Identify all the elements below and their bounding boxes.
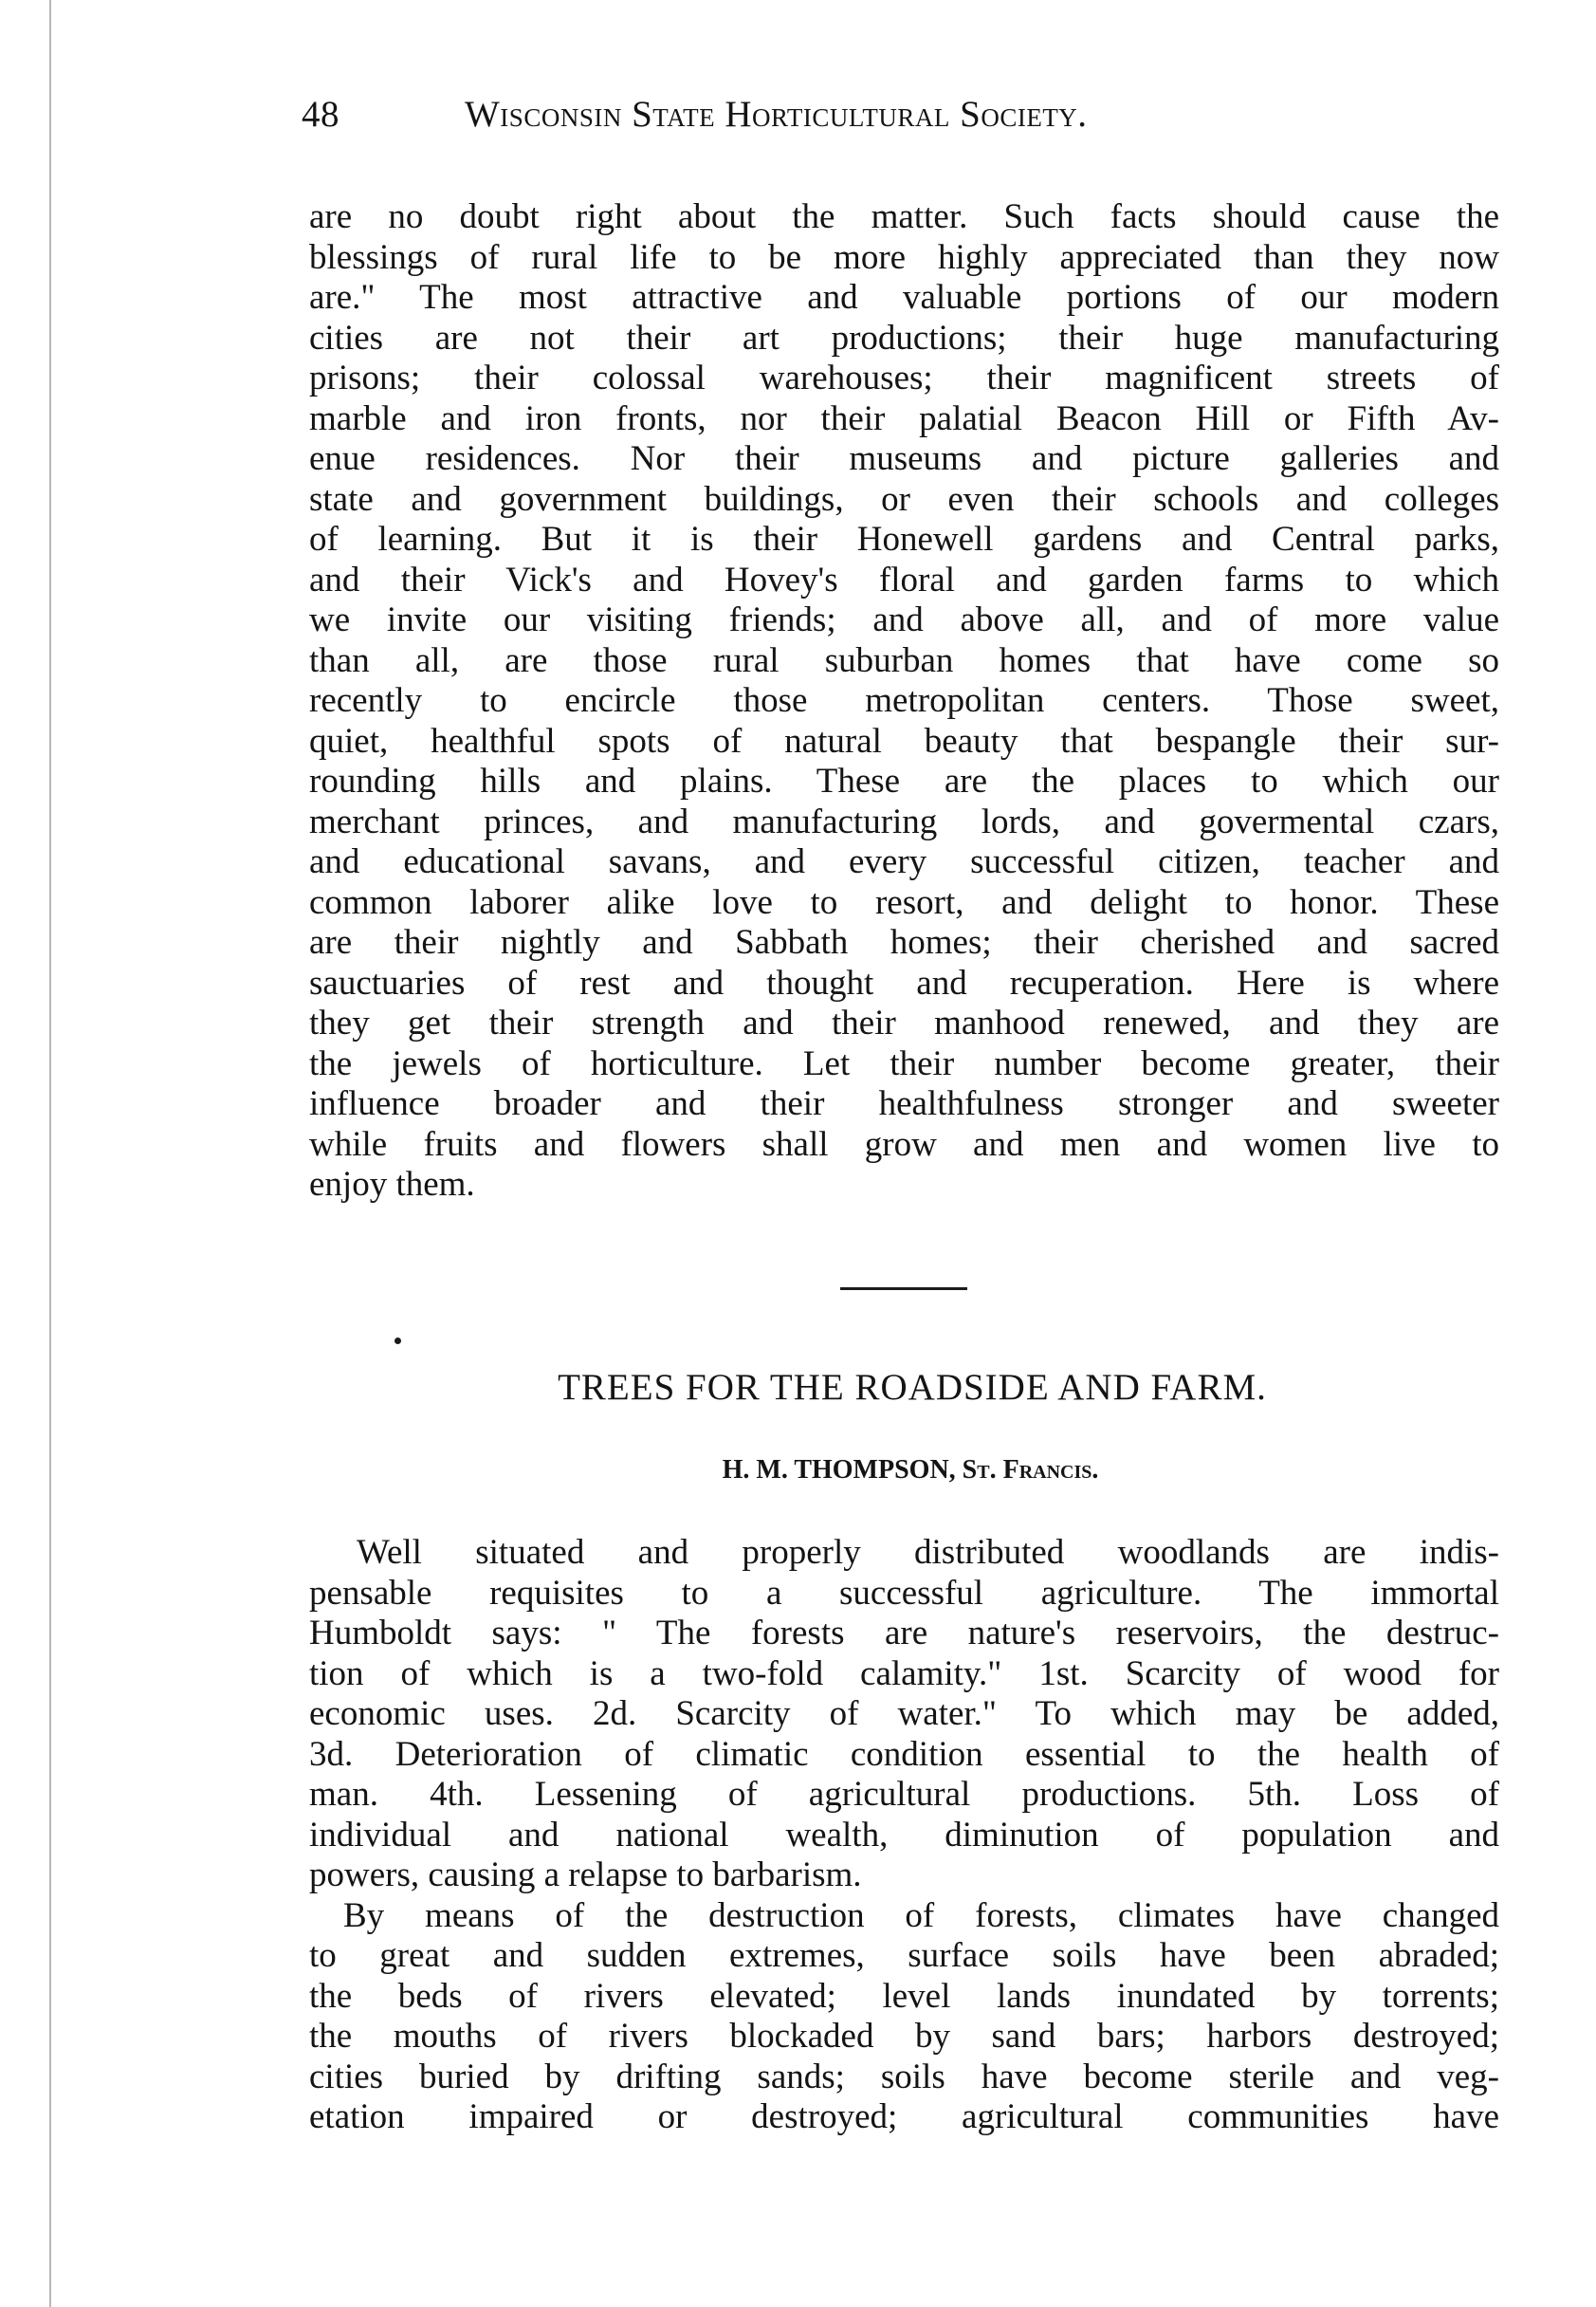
stray-dot-mark (394, 1338, 401, 1344)
text-line: etation impaired or destroyed; agricultural communities have (309, 2097, 1499, 2136)
section-one-text (309, 197, 1499, 1206)
text-line: enue residences. Nor their museums and picture galleries and (309, 439, 1499, 478)
text-line: while fruits and flowers shall grow and men and women live to (309, 1124, 1499, 1164)
text-line: individual and national wealth, diminution of population and (309, 1815, 1499, 1855)
text-line: marble and iron fronts, nor their palatial Beacon Hill or Fifth Av- (309, 398, 1499, 438)
text-line: sauctuaries of rest and thought and recuperation. Here is where (309, 963, 1499, 1003)
text-line: man. 4th. Lessening of agricultural productions. 5th. Loss of (309, 1775, 1499, 1814)
text-line: we invite our visiting friends; and above all, and of more value (309, 600, 1499, 639)
text-line: and educational savans, and every successful citizen, teacher and (309, 842, 1499, 881)
section-divider (840, 1287, 967, 1290)
text-line: economic uses. 2d. Scarcity of water." To which may be added, (309, 1694, 1499, 1733)
text-line: Humboldt says: " The forests are nature's reservoirs, the destruc- (309, 1614, 1499, 1652)
text-line: cities are not their art productions; their huge manufacturing (309, 318, 1499, 358)
text-line: the jewels of horticulture. Let their number become greater, their (309, 1043, 1499, 1083)
text-line: enjoy them. (309, 1165, 475, 1204)
text-line: powers, causing a relapse to barbarism. (309, 1855, 862, 1894)
text-line: tion of which is a two-fold calamity." 1st. Scarcity of wood for (309, 1653, 1499, 1693)
text-line: cities buried by drifting sands; soils have become sterile and veg- (309, 2057, 1499, 2096)
text-line: quiet, healthful spots of natural beauty that bespangle their sur- (309, 721, 1499, 761)
text-line: to great and sudden extremes, surface soils have been abraded; (309, 1936, 1499, 1975)
running-header (302, 93, 1337, 140)
author-name: H. M. THOMPSON, (722, 1455, 956, 1485)
text-line: By means of the destruction of forests, climates have changed (343, 1895, 1499, 1935)
text-line: pensable requisites to a successful agriculture. The immortal (309, 1573, 1499, 1613)
text-line: blessings of rural life to be more highly appreciated than they now (309, 237, 1499, 277)
article-body-text (309, 1533, 1499, 2138)
page-number: 48 (302, 94, 339, 135)
text-line: the mouths of rivers blockaded by sand bars; harbors destroyed; (309, 2017, 1499, 2056)
text-line: common laborer alike love to resort, and delight to honor. These (309, 882, 1499, 922)
text-line: prisons; their colossal warehouses; their magnificent streets of (309, 359, 1499, 397)
article-byline (569, 1455, 1252, 1486)
text-line: than all, are those rural suburban homes that have come so (309, 640, 1499, 680)
text-line: and their Vick's and Hovey's floral and garden farms to which (309, 560, 1499, 600)
text-line: are." The most attractive and valuable portions of our modern (309, 278, 1499, 317)
text-line: Well situated and properly distributed woodlands are indis- (357, 1533, 1499, 1572)
text-line: are no doubt right about the matter. Such facts should cause the (309, 197, 1499, 236)
article-title: TREES FOR THE ROADSIDE AND FARM. (558, 1367, 1267, 1408)
text-line: recently to encircle those metropolitan centers. Those sweet, (309, 681, 1499, 720)
text-line: the beds of rivers elevated; level lands inundated by torrents; (309, 1976, 1499, 2016)
text-line: influence broader and their healthfulness stronger and sweeter (309, 1084, 1499, 1123)
text-line: state and government buildings, or even their schools and colleges (309, 479, 1499, 519)
text-line: of learning. But it is their Honewell gardens and Central parks, (309, 520, 1499, 559)
text-line: they get their strength and their manhood renewed, and they are (309, 1004, 1499, 1043)
text-line: rounding hills and plains. These are the places to which our (309, 762, 1499, 801)
text-line: are their nightly and Sabbath homes; their cherished and sacred (309, 923, 1499, 962)
text-line: merchant princes, and manufacturing lords, and govermental czars, (309, 802, 1499, 841)
text-line: 3d. Deterioration of climatic condition essential to the health of (309, 1734, 1499, 1774)
author-place: St. Francis. (962, 1455, 1099, 1485)
page-gutter-edge (49, 0, 51, 2307)
running-title: Wisconsin State Horticultural Society. (465, 94, 1088, 135)
